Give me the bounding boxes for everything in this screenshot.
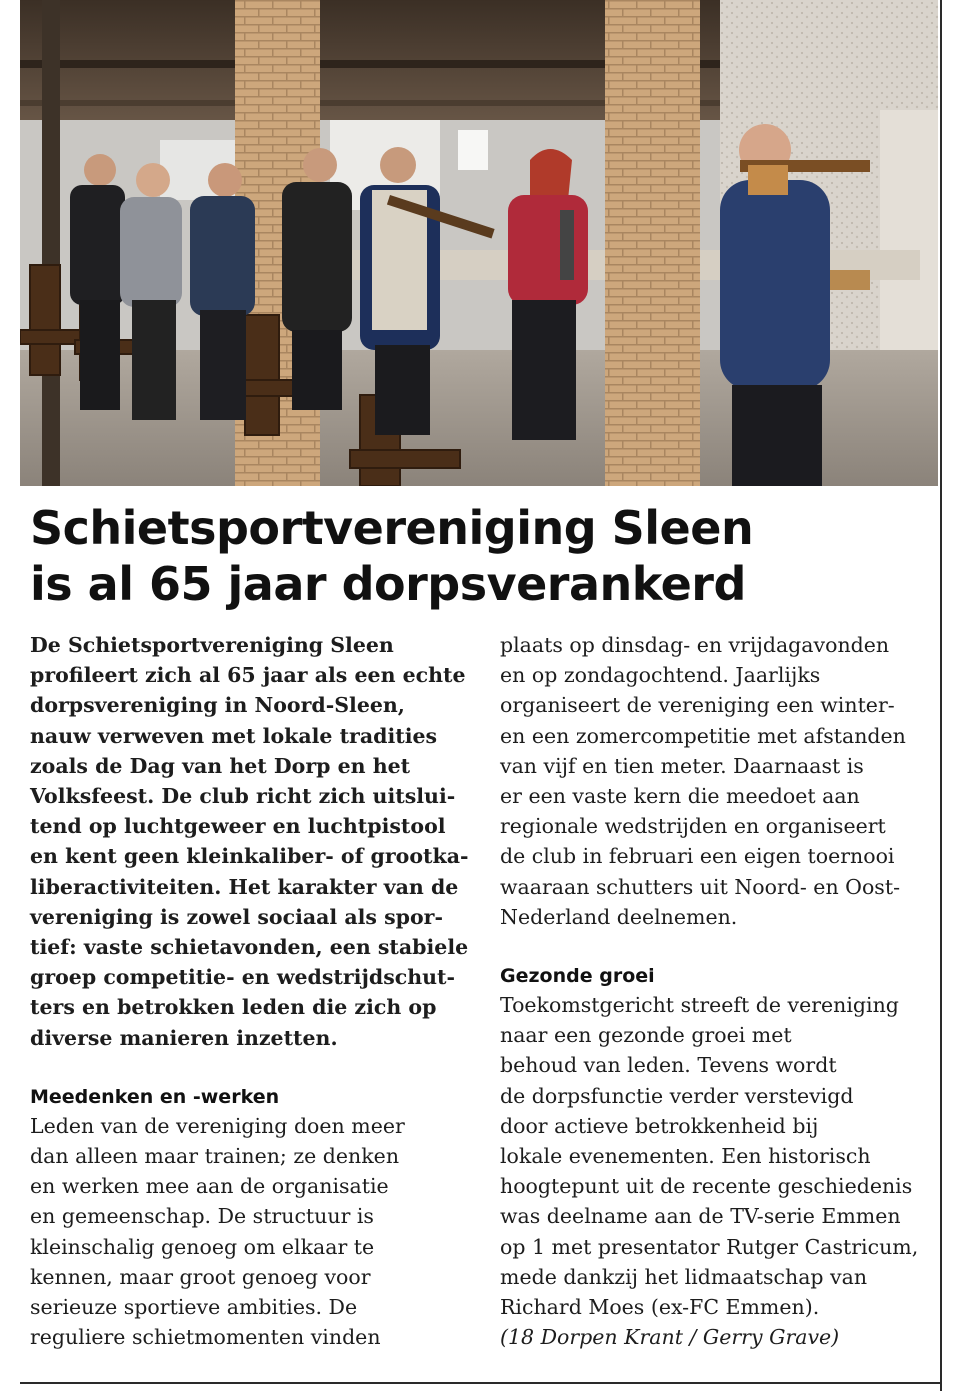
article-photo — [20, 0, 938, 486]
column-left — [30, 630, 475, 1352]
subheading-gezonde-groei: Gezonde groei — [500, 965, 655, 988]
column-right — [500, 630, 936, 1352]
headline-line-1: Schietsportvereniging Sleen — [30, 501, 754, 555]
frame-border-right — [940, 0, 942, 1391]
photo-credit: (18 Dorpen Krant / Gerry Grave) — [500, 1325, 840, 1350]
subheading-meedenken: Meedenken en -werken — [30, 1085, 280, 1108]
shooting-range-photo — [20, 0, 938, 486]
body-paragraph-1: Leden van de vereniging doen meer dan alleen maar trainen; ze denken en werken mee aan de organisatie en gemeenschap. De structuur is kleinschalig genoeg om elkaar te kennen, maar groot genoeg voor serieuze sportieve ambities. De reguliere schietmomenten vinden — [30, 1113, 405, 1350]
lead-paragraph: De Schietsportvereniging Sleen profileert zich al 65 jaar als een echte dorpsvereniging in Noord-Sleen, nauw verweven met lokale tradities zoals de Dag van het Dorp en het Volksfeest. De club richt zich uitslui- tend op luchtgeweer en luchtpistool en kent geen kleinkaliber- of grootka- liberactiviteiten. Het karakter van de vereniging is zowel sociaal als spor- tief: vaste schietavonden, een stabiele groep competitie- en wedstrijdschut- ters en betrokken leden die zich op diverse manieren inzetten. — [30, 633, 469, 1050]
article-headline — [30, 500, 930, 612]
headline-line-2: is al 65 jaar dorpsverankerd — [30, 557, 746, 611]
frame-border-bottom — [20, 1382, 942, 1384]
body-paragraph-1-continued: plaats op dinsdag- en vrijdagavonden en op zondagochtend. Jaarlijks organiseert de vereniging een winter- en een zomercompetitie met afstanden van vijf en tien meter. Daarnaast is er een vaste kern die meedoet aan regionale wedstrijden en organiseert de club in februari een eigen toernooi waaraan schutters uit Noord- en Oost- Nederland deelnemen. — [500, 633, 906, 929]
body-paragraph-2: Toekomstgericht streeft de vereniging naar een gezonde groei met behoud van leden. Tevens wordt de dorpsfunctie verder verstevigd door actieve betrokkenheid bij lokale evenementen. Een historisch hoogtepunt uit de recente geschiedenis was deelname aan de TV-serie Emmen op 1 met presentator Rutger Castricum, mede dankzij het lidmaatschap van Richard Moes (ex-FC Emmen). — [500, 993, 919, 1320]
